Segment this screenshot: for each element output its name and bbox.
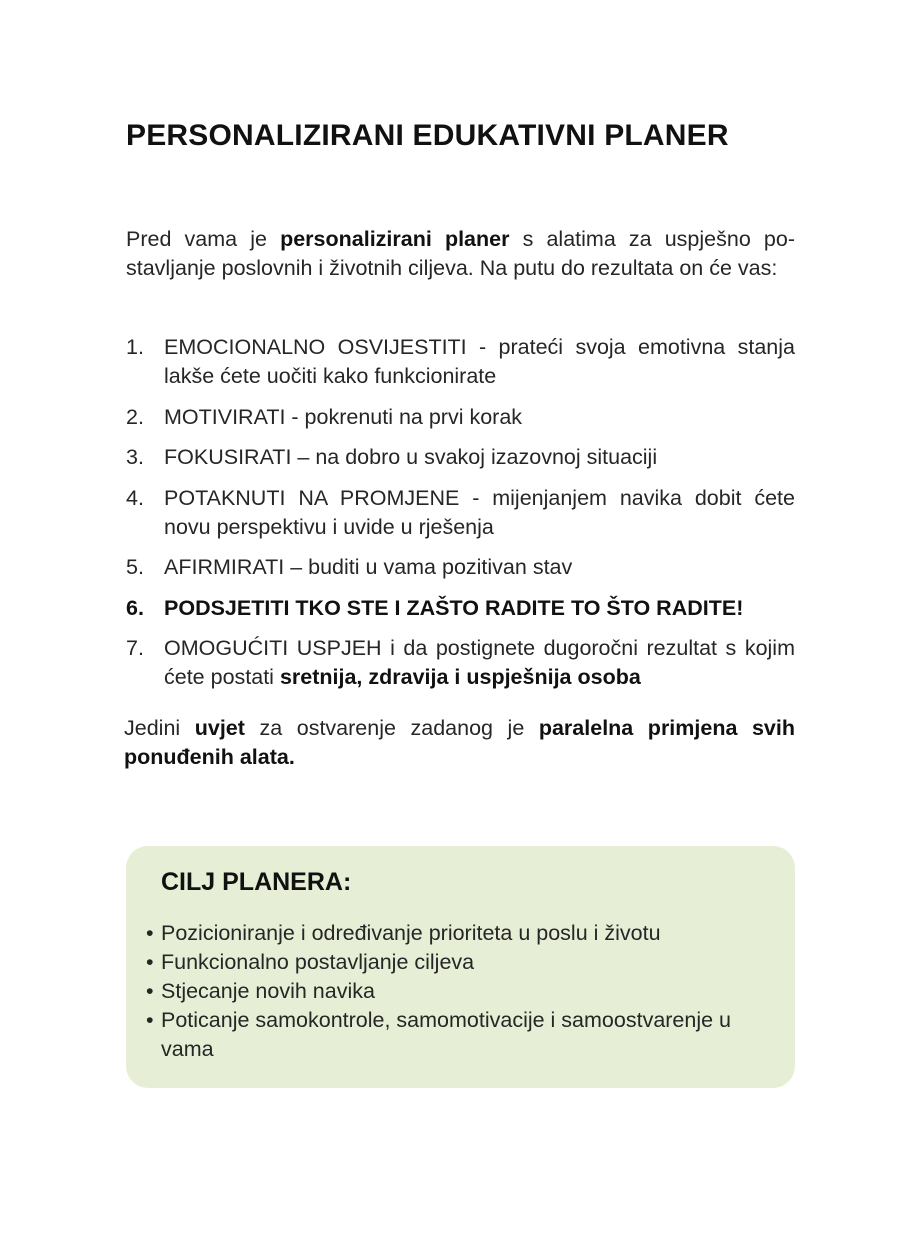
- list-item-text: AFIRMIRATI – buditi u vama pozitivan stav: [164, 555, 573, 579]
- list-item: [126, 484, 795, 542]
- list-item-text: FOKUSIRATI – na dobro u svakoj izazovnoj situaciji: [164, 445, 658, 469]
- closing-text-start: Jedini: [124, 716, 195, 740]
- list-item-text: EMOCIONALNO OSVIJESTITI - prateći svoja emotivna stanja lakše ćete uočiti kako funkcionirate: [164, 335, 795, 388]
- list-item: [126, 443, 795, 472]
- list-item: [126, 634, 795, 692]
- list-item: [126, 594, 795, 623]
- intro-paragraph: [126, 225, 795, 282]
- bullet-icon: •: [146, 979, 154, 1003]
- goal-speech-bubble: [126, 846, 795, 1088]
- goal-list: [146, 919, 766, 1064]
- intro-text-end: s alatima za uspješno postavljanje poslovnih i životnih ciljeva. Na putu do rezultata on će vas:: [126, 227, 795, 280]
- closing-bold-condition: uvjet: [194, 716, 245, 740]
- bullet-icon: •: [146, 921, 154, 945]
- goal-list-item: [146, 919, 766, 948]
- list-item-number: 6.: [126, 595, 144, 620]
- list-item-text: POTAKNUTI NA PROMJENE - mijenjanjem navika dobit ćete novu perspektivu i uvide u rješenja: [164, 485, 795, 539]
- bullet-icon: •: [146, 1008, 154, 1032]
- closing-text-middle: za ostvarenje zadanog je: [244, 716, 539, 740]
- benefits-list: [126, 333, 795, 704]
- goal-item-text: Stjecanje novih navika: [161, 979, 375, 1003]
- list-item-number: 2.: [126, 404, 144, 429]
- goal-item-text: Poticanje samokontrole, samomotivacije i samoostvarenje u vama: [161, 1008, 732, 1061]
- goal-item-text: Funkcionalno postavljanje ciljeva: [161, 950, 475, 974]
- goal-list-item: [146, 1006, 766, 1064]
- goal-heading: CILJ PLANERA:: [161, 868, 352, 896]
- closing-paragraph: [124, 714, 795, 772]
- list-item: [126, 333, 795, 391]
- goal-list-item: [146, 948, 766, 977]
- goal-item-text: Pozicioniranje i određivanje prioriteta u poslu i životu: [161, 921, 661, 945]
- list-item-number: 7.: [126, 636, 144, 660]
- goal-list-item: [146, 977, 766, 1006]
- list-item: [126, 403, 795, 432]
- list-item-number: 4.: [126, 485, 144, 510]
- intro-text-start: Pred vama je: [126, 227, 281, 251]
- bullet-icon: •: [146, 950, 154, 974]
- list-item-text: PODSJETITI TKO STE I ZAŠTO RADITE TO ŠTO RADITE!: [164, 595, 744, 620]
- list-item-number: 3.: [126, 445, 144, 469]
- list-item-number: 1.: [126, 335, 144, 359]
- list-item: [126, 553, 795, 582]
- page-title: PERSONALIZIRANI EDUKATIVNI PLANER: [126, 119, 729, 152]
- list-item-number: 5.: [126, 555, 144, 579]
- intro-bold: personalizirani planer: [280, 227, 510, 251]
- closing-bold-application: paralelna primjena svih ponuđenih alata.: [124, 716, 795, 769]
- list-item-text: MOTIVIRATI - pokrenuti na prvi korak: [164, 404, 523, 429]
- list-item-text: OMOGUĆITI USPJEH i da postignete dugoročni rezultat s kojim ćete postati: [164, 636, 795, 689]
- list-item-bold: sretnija, zdravija i uspješnija osoba: [279, 665, 641, 689]
